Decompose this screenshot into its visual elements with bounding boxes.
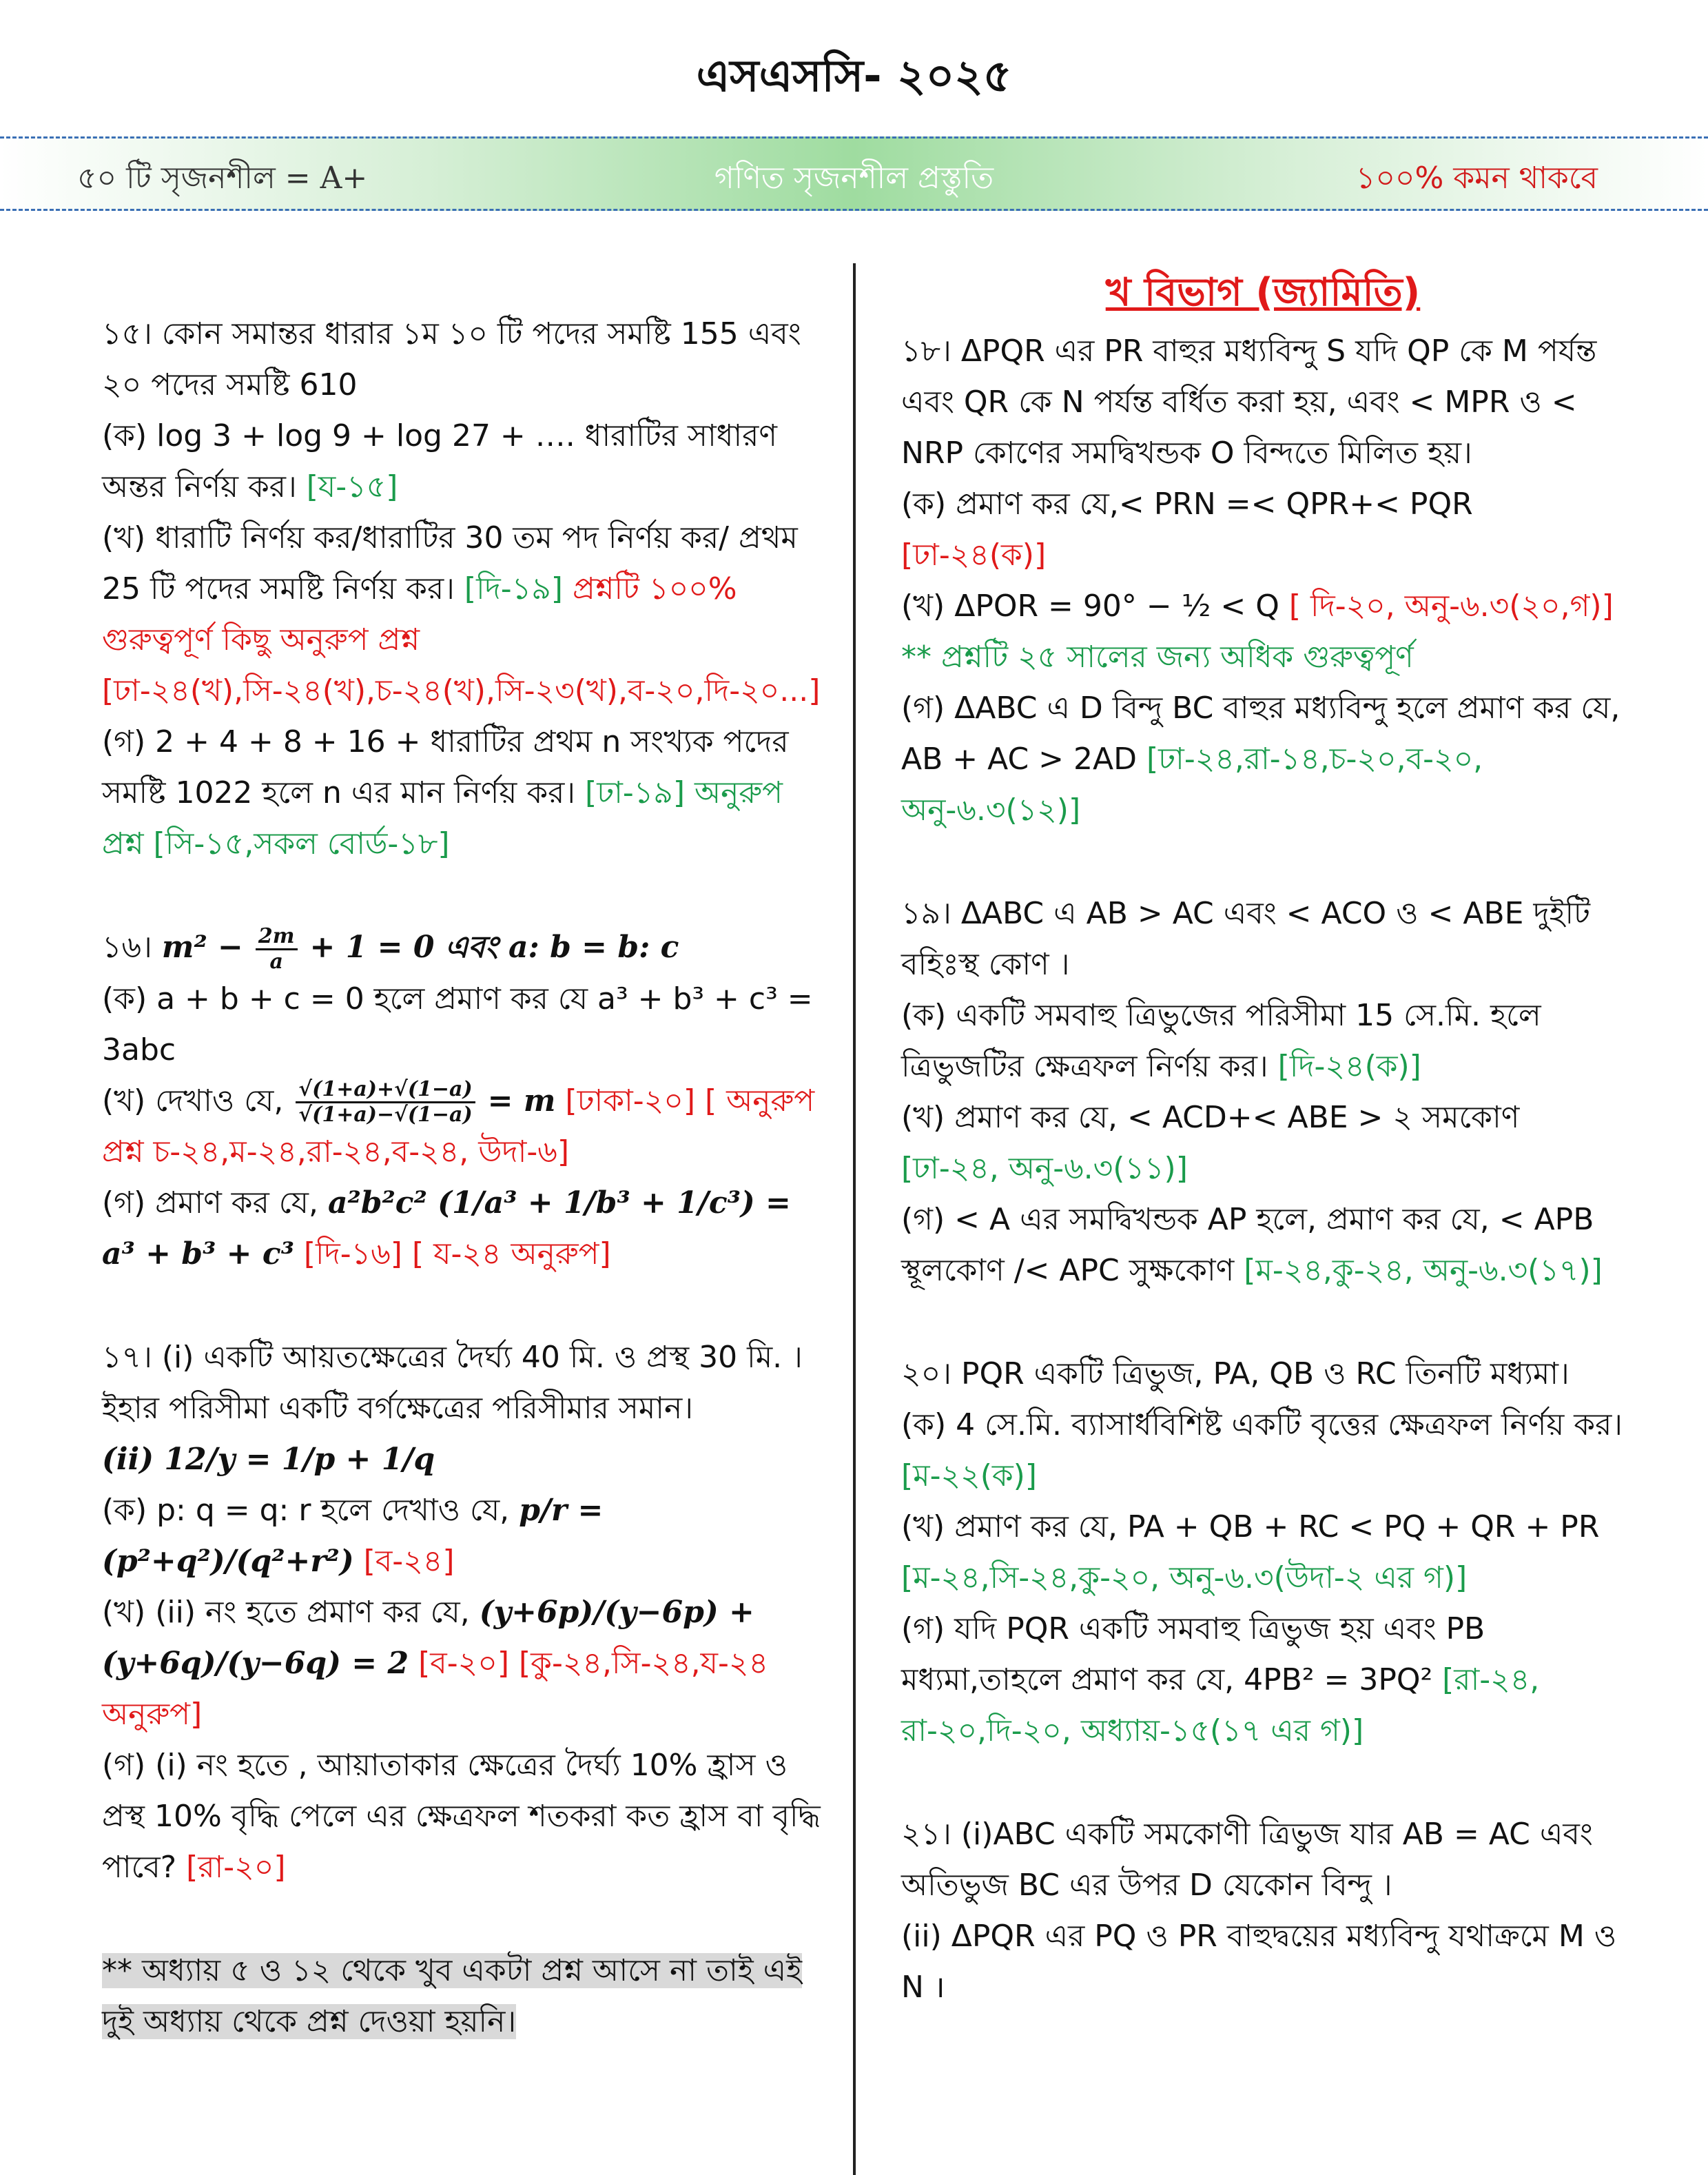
q20-a-ref: [ম-২২(ক)] — [901, 1458, 1037, 1493]
q17-ii: (ii) 12/y = 1/p + 1/q — [102, 1442, 435, 1477]
section-title: খ বিভাগ (জ্যামিতি) — [1105, 270, 1421, 315]
q15-b-ref: [দি-১৯] — [464, 571, 563, 606]
q15-c: (গ) 2 + 4 + 8 + 16 + ধারাটির প্রথম n সংখ্যক পদের সমষ্টি 1022 হলে n এর মান নির্ণয় কর। [ঢা-১৯] অনুরুপ প্রশ্ন [সি-১৫,সকল বোর্ড-১৮] — [102, 724, 789, 861]
q16-b: (খ) দেখাও যে, $\frac{√(1+a)+√(1-a)}{√(1+a)-√(1-a)}$ = m [ঢাকা-২০] [ অনুরুপ প্রশ্ন চ-২৪,ম-২৪,রা-২৪,ব-২৪, উদা-৬] — [102, 1077, 815, 1170]
q19-b: (খ) প্রমাণ কর যে, < ACD+< ABE > ২ সমকোণ [ঢা-২৪, অনু-৬.৩(১১)] — [901, 1100, 1520, 1186]
page-title: এসএসসি- ২০২৫ — [696, 51, 1012, 102]
header-band — [0, 136, 1708, 211]
q18-c: (গ) ΔABC এ D বিন্দু BC বাহুর মধ্যবিন্দু হলে প্রমাণ কর যে, AB + AC > 2AD [ঢা-২৪,রা-১৪,চ-২০,ব-২০, অনু-৬.৩(১২)] — [901, 691, 1620, 828]
q21-ii: (ii) ΔPQR এর PQ ও PR বাহুদ্বয়ের মধ্যবিন্দু যথাক্রমে M ও N । — [901, 1919, 1617, 2005]
q19-a-ref: [দি-২৪(ক)] — [1277, 1049, 1421, 1084]
q15-c-ref: [ঢা-১৯] অনুরুপ প্রশ্ন [সি-১৫,সকল বোর্ড-১৮] — [102, 775, 783, 861]
q17-c: (গ) (i) নং হতে , আয়াতাকার ক্ষেত্রের দৈর্ঘ্য 10% হ্রাস ও প্রস্থ 10% বৃদ্ধি পেলে এর ক্ষেত্রফল শতকরা কত হ্রাস বা বৃদ্ধি পাবে? [রা-২০] — [102, 1748, 821, 1885]
q19-c-ref: [ম-২৪,কু-২৪, অনু-৬.৩(১৭)] — [1244, 1253, 1603, 1288]
question-21 — [901, 1809, 1625, 2013]
q15-a: (ক) log 3 + log 9 + log 27 + …. ধারাটির সাধারণ অন্তর নির্ণয় কর। [য-১৫] — [102, 418, 777, 504]
question-17 — [102, 1332, 825, 1893]
q17-a-ref: [ব-২৪] — [363, 1544, 455, 1579]
q18-a-ref: [ঢা-২৪(ক)] — [901, 538, 1047, 573]
band-right-text: ১০০% কমন থাকবে — [1355, 161, 1598, 196]
q20-b-ref: [ম-২৪,সি-২৪,কু-২০, অনু-৬.৩(উদা-২ এর গ)] — [901, 1560, 1468, 1595]
chapter-note: ** অধ্যায় ৫ ও ১২ থেকে খুব একটা প্রশ্ন আসে না তাই এই দুই অধ্যায় থেকে প্রশ্ন দেওয়া হয়নি। — [102, 1953, 802, 2039]
q19-a: (ক) একটি সমবাহু ত্রিভুজের পরিসীমা 15 সে.মি. হলে ত্রিভুজটির ক্ষেত্রফল নির্ণয় কর। [দি-২৪(ক)] — [901, 998, 1541, 1084]
q16-b-ref: [ঢাকা-২০] [ অনুরুপ প্রশ্ন চ-২৪,ম-২৪,রা-২৪,ব-২৪, উদা-৬] — [102, 1083, 815, 1170]
q21-stem: ২১। (i)ABC একটি সমকোণী ত্রিভুজ যার AB = AC এবং অতিভুজ BC এর উপর D যেকোন বিন্দু । — [901, 1817, 1593, 1903]
q19-c: (গ) < A এর সমদ্বিখন্ডক AP হলে, প্রমাণ কর যে, < APB স্থূলকোণ /< APC সুক্ষকোণ [ম-২৪,কু-২৪, অনু-৬.৩(১৭)] — [901, 1202, 1603, 1288]
q17-b-ref: [ব-২০] [কু-২৪,সি-২৪,য-২৪ অনুরুপ] — [102, 1646, 769, 1732]
band-left-text: ৫০ টি সৃজনশীল = A+ — [77, 161, 368, 196]
q18-stem: ১৮। ΔPQR এর PR বাহুর মধ্যবিন্দু S যদি QP কে M পর্যন্ত এবং QR কে N পর্যন্ত বর্ধিত করা হয়, এবং < MPR ও < NRP কোণের সমদ্বিখন্ডক O বিন্দতে মিলিত হয়। — [901, 334, 1597, 471]
q18-a: (ক) প্রমাণ কর যে,< PRN =< QPR+< PQR [ঢা-২৪(ক)] — [901, 487, 1473, 573]
q16-b-fraction: $\frac{√(1+a)+√(1-a)}{√(1+a)-√(1-a)}$ — [296, 1078, 475, 1127]
question-18 — [901, 326, 1625, 836]
q18-b: (খ) ΔPOR = 90° − ½ < Q [ দি-২০, অনু-৬.৩(২০,গ)] ** প্রশ্নটি ২৫ সালের জন্য অধিক গুরুত্বপূর্ণ — [901, 589, 1614, 675]
q16-fraction: $\frac{2m}{a}$ — [256, 925, 298, 974]
band-center-text: গণিত সৃজনশীল প্রস্তুতি — [714, 161, 994, 196]
column-divider — [853, 263, 856, 2175]
question-16 — [102, 922, 825, 1280]
q20-c-ref: [রা-২৪, রা-২০,দি-২০, অধ্যায়-১৫(১৭ এর গ)] — [901, 1662, 1540, 1748]
q20-b: (খ) প্রমাণ কর যে, PA + QB + RC < PQ + QR + PR [ম-২৪,সি-২৪,কু-২০, অনু-৬.৩(উদা-২ এর গ)] — [901, 1509, 1600, 1595]
q20-a: (ক) 4 সে.মি. ব্যাসার্ধবিশিষ্ট একটি বৃত্তের ক্ষেত্রফল নির্ণয় কর। [ম-২২(ক)] — [901, 1407, 1623, 1493]
q18-b-ref: [ দি-২০, অনু-৬.৩(২০,গ)] — [1288, 589, 1614, 624]
q18-c-ref: [ঢা-২৪,রা-১৪,চ-২০,ব-২০, অনু-৬.৩(১২)] — [901, 742, 1483, 828]
q19-b-ref: [ঢা-২৪, অনু-৬.৩(১১)] — [901, 1151, 1188, 1186]
q16-c: (গ) প্রমাণ কর যে, a²b²c² (1/a³ + 1/b³ + 1/c³) = a³ + b³ + c³ [দি-১৬] [ য-২৪ অনুরুপ] — [102, 1185, 791, 1272]
q20-stem: ২০। PQR একটি ত্রিভুজ, PA, QB ও RC তিনটি মধ্যমা। — [901, 1356, 1570, 1391]
q17-b: (খ) (ii) নং হতে প্রমাণ কর যে, (y+6p)/(y−6p) + (y+6q)/(y−6q) = 2 [ব-২০] [কু-২৪,সি-২৪,য-২৪ অনুরুপ] — [102, 1595, 769, 1732]
q17-stem: ১৭। (i) একটি আয়তক্ষেত্রের দৈর্ঘ্য 40 মি. ও প্রস্থ 30 মি. । ইহার পরিসীমা একটি বর্গক্ষেত্রের পরিসীমার সমান। — [102, 1340, 803, 1426]
right-column — [901, 265, 1625, 2013]
q17-a: (ক) p: q = q: r হলে দেখাও যে, p/r = (p²+q²)/(q²+r²) [ব-২৪] — [102, 1493, 604, 1579]
q20-c: (গ) যদি PQR একটি সমবাহু ত্রিভুজ হয় এবং PB মধ্যমা,তাহলে প্রমাণ কর যে, 4PB² = 3PQ² [রা-২৪, রা-২০,দি-২০, অধ্যায়-১৫(১৭ এর গ)] — [901, 1611, 1540, 1748]
q18-b-note: ** প্রশ্নটি ২৫ সালের জন্য অধিক গুরুত্বপূর্ণ — [901, 640, 1414, 675]
q15-b-note: প্রশ্নটি ১০০% গুরুত্বপূর্ণ কিছু অনুরুপ প্রশ্ন [ঢা-২৪(খ),সি-২৪(খ),চ-২৪(খ),সি-২৩(খ),ব-২০,দি-২০...] — [102, 571, 821, 708]
q17-c-ref: [রা-২০] — [186, 1850, 286, 1885]
q15-stem: ১৫। কোন সমান্তর ধারার ১ম ১০ টি পদের সমষ্টি 155 এবং ২০ পদের সমষ্টি 610 — [102, 316, 801, 402]
q19-stem: ১৯। ΔABC এ AB > AC এবং < ACO ও < ABE দুইটি বহিঃস্থ কোণ । — [901, 896, 1591, 982]
q16-stem: ১৬। m² − $\frac{2m}{a}$ + 1 = 0 এবং a: b = b: c — [102, 923, 679, 974]
question-20 — [901, 1349, 1625, 1757]
q16-c-ref: [দি-১৬] [ য-২৪ অনুরুপ] — [303, 1236, 611, 1272]
question-19 — [901, 888, 1625, 1296]
left-column — [102, 309, 825, 2048]
question-15 — [102, 309, 825, 870]
q15-a-ref: [য-১৫] — [306, 469, 398, 504]
q16-a: (ক) a + b + c = 0 হলে প্রমাণ কর যে a³ + b³ + c³ = 3abc — [102, 981, 813, 1068]
q15-b: (খ) ধারাটি নির্ণয় কর/ধারাটির 30 তম পদ নির্ণয় কর/ প্রথম 25 টি পদের সমষ্টি নির্ণয় কর। [দি-১৯] প্রশ্নটি ১০০% গুরুত্বপূর্ণ কিছু অনুরুপ প্রশ্ন [ঢা-২৪(খ),সি-২৪(খ),চ-২৪(খ),সি-২৩(খ),ব-২০,দি-২০...] — [102, 520, 821, 708]
